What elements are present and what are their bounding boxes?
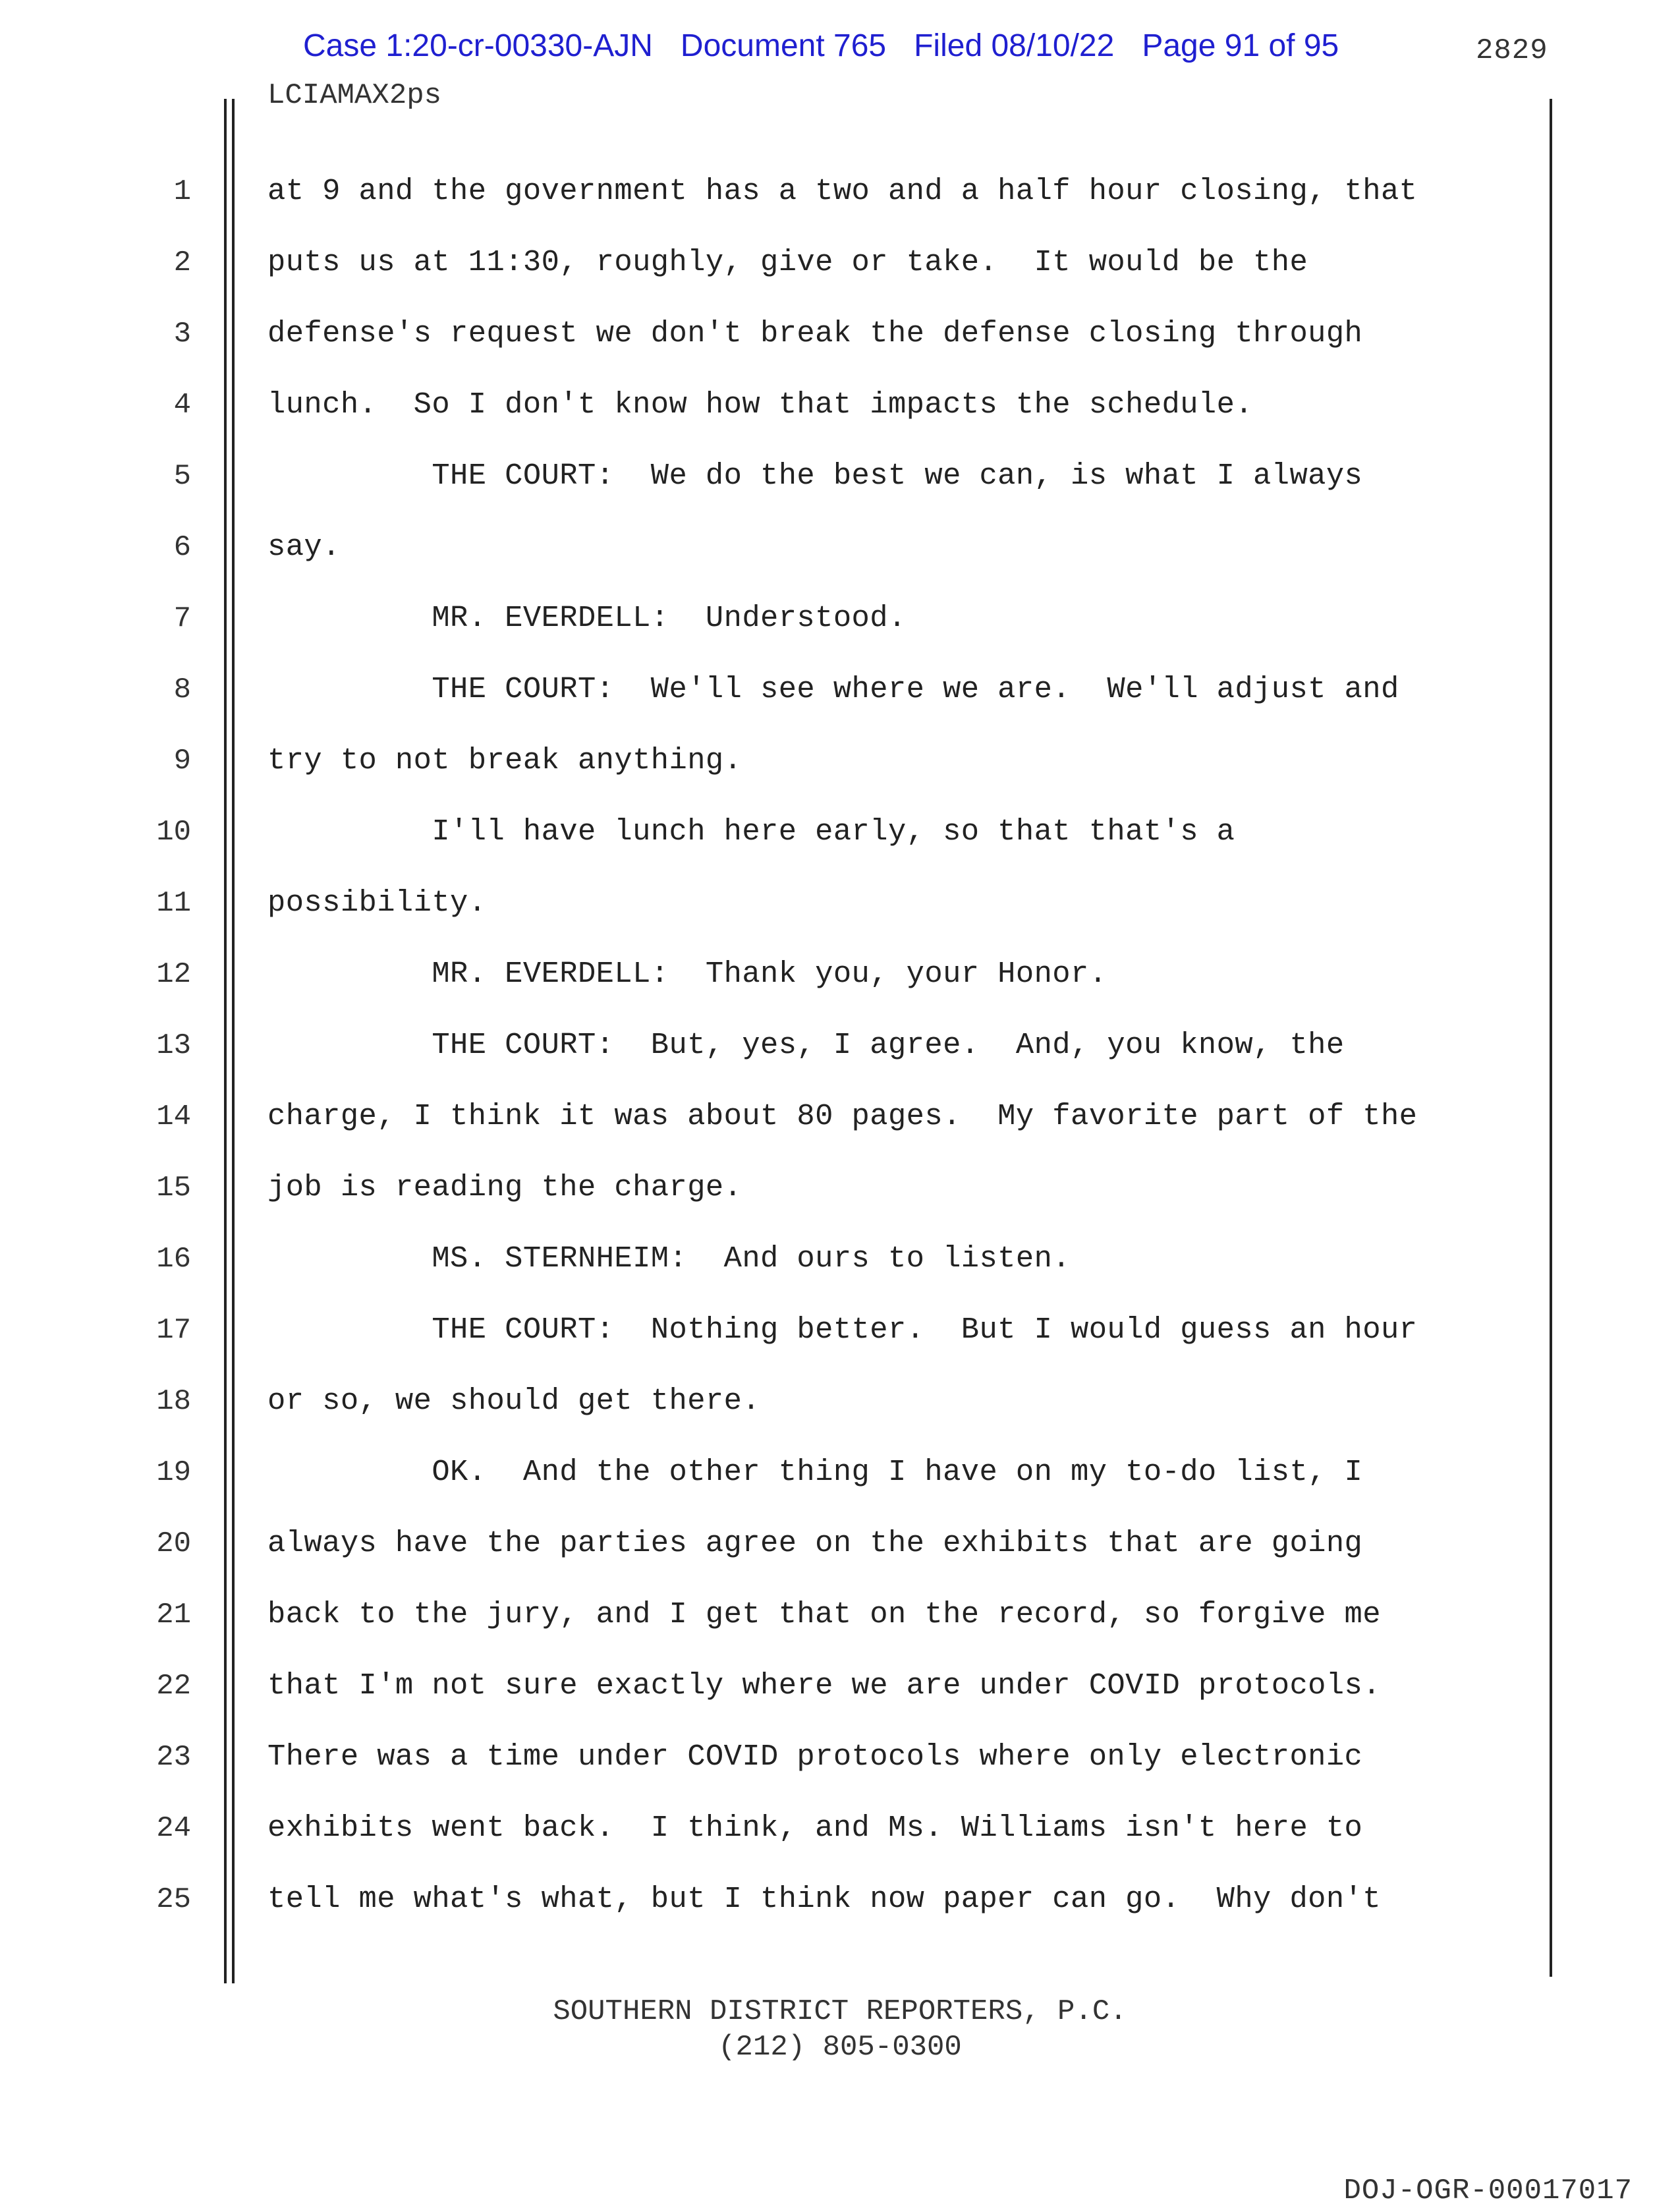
line-number: 5 [173, 460, 191, 493]
line-number: 22 [156, 1670, 191, 1703]
transcript-line: defense's request we don't break the defense closing through [267, 316, 1363, 351]
line-number: 18 [156, 1385, 191, 1418]
line-number: 17 [156, 1314, 191, 1347]
document-number: Document 765 [680, 28, 887, 63]
line-number: 23 [156, 1741, 191, 1774]
line-number: 2 [173, 246, 191, 279]
line-number: 1 [173, 175, 191, 208]
line-number: 11 [156, 887, 191, 920]
transcript-line: I'll have lunch here early, so that that's a [267, 814, 1235, 849]
transcript-line: MR. EVERDELL: Thank you, your Honor. [267, 957, 1107, 991]
line-number: 16 [156, 1243, 191, 1276]
reporter-name: SOUTHERN DISTRICT REPORTERS, P.C. [553, 1995, 1127, 2028]
transcript-line: try to not break anything. [267, 743, 742, 778]
line-number: 21 [156, 1599, 191, 1631]
transcript-line: back to the jury, and I get that on the record, so forgive me [267, 1597, 1381, 1631]
right-margin-rule [1550, 99, 1552, 1977]
line-number: 15 [156, 1172, 191, 1205]
transcript-line: MR. EVERDELL: Understood. [267, 601, 907, 635]
case-header [303, 28, 1366, 64]
transcript-line: charge, I think it was about 80 pages. My favorite part of the [267, 1099, 1418, 1133]
line-number: 25 [156, 1883, 191, 1916]
transcript-line: THE COURT: We'll see where we are. We'll adjust and [267, 672, 1399, 706]
transcript-line: OK. And the other thing I have on my to-do list, I [267, 1455, 1363, 1489]
line-number: 14 [156, 1100, 191, 1133]
transcript-page-number: 2829 [1476, 34, 1548, 67]
left-margin-rule-outer [224, 99, 227, 1983]
transcript-line: possibility. [267, 886, 487, 920]
line-number: 3 [173, 318, 191, 351]
transcript-line: at 9 and the government has a two and a half hour closing, that [267, 174, 1418, 208]
line-number: 4 [173, 389, 191, 422]
line-number: 20 [156, 1527, 191, 1560]
transcript-line: job is reading the charge. [267, 1170, 742, 1205]
transcript-line: say. [267, 530, 341, 564]
bates-number: DOJ-OGR-00017017 [1343, 2174, 1633, 2207]
transcript-line: puts us at 11:30, roughly, give or take. It would be the [267, 245, 1308, 279]
line-number: 9 [173, 745, 191, 778]
transcript-line: There was a time under COVID protocols where only electronic [267, 1740, 1363, 1774]
transcript-line: that I'm not sure exactly where we are under COVID protocols. [267, 1668, 1381, 1703]
transcript-line: THE COURT: Nothing better. But I would guess an hour [267, 1313, 1418, 1347]
transcript-line: lunch. So I don't know how that impacts the schedule. [267, 387, 1254, 422]
line-number: 12 [156, 958, 191, 991]
transcript-line: THE COURT: But, yes, I agree. And, you know, the [267, 1028, 1345, 1062]
line-number: 19 [156, 1456, 191, 1489]
transcript-line: THE COURT: We do the best we can, is what I always [267, 459, 1363, 493]
line-number: 24 [156, 1812, 191, 1845]
line-number: 7 [173, 602, 191, 635]
line-number: 13 [156, 1029, 191, 1062]
filed-date: Filed 08/10/22 [914, 28, 1115, 63]
transcript-line: tell me what's what, but I think now paper can go. Why don't [267, 1882, 1381, 1916]
transcript-line: MS. STERNHEIM: And ours to listen. [267, 1241, 1071, 1276]
page-of: Page 91 of 95 [1142, 28, 1339, 63]
left-margin-rule-inner [232, 99, 235, 1983]
case-number: Case 1:20-cr-00330-AJN [303, 28, 653, 63]
line-number: 8 [173, 673, 191, 706]
transcript-line: or so, we should get there. [267, 1384, 761, 1418]
running-head: LCIAMAX2ps [267, 79, 442, 112]
line-number: 6 [173, 531, 191, 564]
line-number: 10 [156, 816, 191, 849]
reporter-phone: (212) 805-0300 [718, 2031, 962, 2064]
transcript-line: exhibits went back. I think, and Ms. Williams isn't here to [267, 1811, 1363, 1845]
transcript-line: always have the parties agree on the exhibits that are going [267, 1526, 1363, 1560]
